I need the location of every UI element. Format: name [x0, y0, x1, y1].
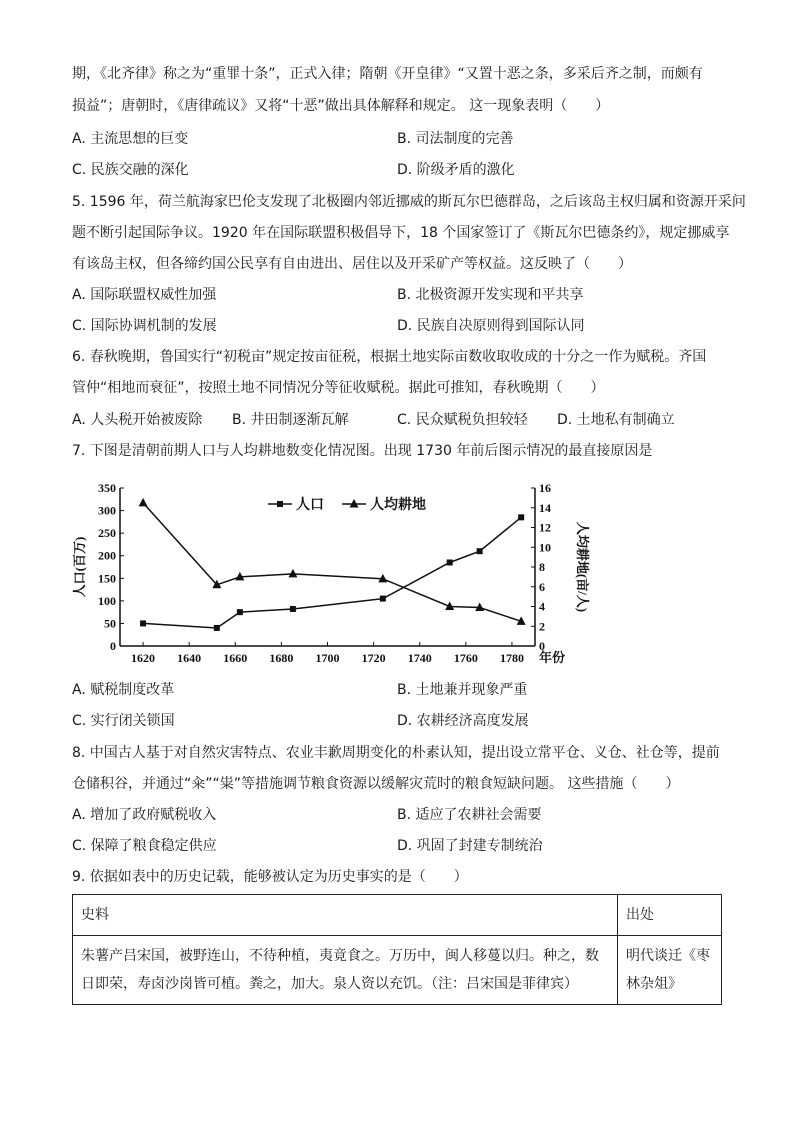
- q8-option-d[interactable]: D. 巩固了封建专制统治: [397, 838, 543, 854]
- population-point: [214, 625, 220, 631]
- farmland-point: [139, 498, 148, 507]
- x-tick-label: 1640: [177, 651, 202, 665]
- y2-tick-label: 10: [539, 540, 551, 555]
- x-tick-label: 1720: [361, 651, 386, 665]
- q4-stem-line-2: 损益”；唐朝时，《唐律疏议》又将“十恶”做出具体解释和规定。 这一现象表明（ ）: [72, 98, 610, 114]
- x-tick-label: 1780: [499, 651, 524, 665]
- chart-canvas: [70, 478, 590, 668]
- header-cell-origin: 出处: [618, 895, 722, 936]
- q5-stem-line-2: 题不断引起国际争议。1920 年在国际联盟积极倡导下，18 个国家签订了《斯瓦尔巴德条约》，规定挪威享: [72, 225, 730, 241]
- q8-stem-line-2: 仓储积谷，并通过“籴”“粜”等措施调节粮食资源以缓解灾荒时的粮食短缺问题。 这些措施（ ）: [72, 776, 680, 792]
- population-farmland-chart: [70, 478, 590, 668]
- y2-tick-label: 6: [539, 579, 545, 594]
- source-table: [72, 894, 722, 1005]
- legend-marker-population: [277, 501, 283, 507]
- table-row: [73, 936, 722, 1005]
- q4-option-c[interactable]: C. 民族交融的深化: [72, 162, 189, 178]
- q4-option-a[interactable]: A. 主流思想的巨变: [72, 131, 189, 147]
- q5-stem-line-1: 5. 1596 年，荷兰航海家巴伦支发现了北极圈内邻近挪威的斯瓦尔巴德群岛，之后该岛主权归属和资源开采问: [72, 194, 746, 210]
- y-tick-label: 350: [98, 481, 116, 495]
- q6-stem-line-1: 6. 春秋晚期，鲁国实行“初税亩”规定按亩征税，根据土地实际亩数收取收成的十分之一作为赋税。齐国: [72, 349, 707, 365]
- y-tick-label: 200: [98, 548, 116, 563]
- q8-stem-line-1: 8. 中国古人基于对自然灾害特点、农业丰歉周期变化的朴素认知，提出设立常平仓、义仓、社仓等，提前: [72, 745, 720, 761]
- y2-axis-title: 人均耕地(亩/人): [575, 521, 590, 613]
- q6-option-a[interactable]: A. 人头税开始被废除: [72, 412, 203, 428]
- source-text-line-1: 朱薯产吕宋国，被野连山，不待种植，夷竟食之。万历中，闽人移蔓以归。种之，数: [81, 948, 599, 964]
- q8-option-b[interactable]: B. 适应了农耕社会需要: [397, 807, 542, 823]
- series-line-farmland: [143, 503, 521, 622]
- legend-label-population: 人口: [296, 498, 324, 513]
- y2-tick-label: 16: [539, 481, 551, 495]
- population-point: [290, 606, 296, 612]
- source-origin-cell: [618, 936, 722, 1005]
- farmland-point: [288, 569, 297, 578]
- q7-option-b[interactable]: B. 土地兼并现象严重: [397, 682, 528, 698]
- q7-option-a[interactable]: A. 赋税制度改革: [72, 682, 175, 698]
- q5-option-b[interactable]: B. 北极资源开发实现和平共享: [397, 287, 584, 303]
- y-tick-label: 0: [110, 639, 116, 653]
- population-point: [380, 596, 386, 602]
- population-point: [447, 559, 453, 565]
- x-tick-label: 1620: [131, 651, 156, 665]
- y-tick-label: 250: [98, 526, 116, 541]
- q4-stem-line-1: 期，《北齐律》称之为“重罪十条”，正式入律；隋朝《开皇律》“又置十恶之条，多采后齐之制，而颇有: [72, 66, 703, 82]
- q4-option-d[interactable]: D. 阶级矛盾的激化: [397, 162, 515, 178]
- y-tick-label: 300: [98, 503, 116, 518]
- x-tick-label: 1680: [269, 651, 294, 665]
- source-text-line-2: 日即荣，寿卤沙岗皆可植。粪之，加大。泉人资以充饥。（注：吕宋国是菲律宾）: [81, 976, 578, 992]
- q5-stem-line-3: 有该岛主权，但各缔约国公民享有自由进出、居住以及开采矿产等权益。这反映了（ ）: [72, 256, 632, 272]
- y2-tick-label: 2: [539, 619, 545, 634]
- q5-option-c[interactable]: C. 国际协调机制的发展: [72, 318, 217, 334]
- q7-stem-line-1: 7. 下图是清朝前期人口与人均耕地数变化情况图。出现 1730 年前后图示情况的最直接原因是: [72, 443, 653, 459]
- population-point: [237, 609, 243, 615]
- q6-option-b[interactable]: B. 井田制逐渐瓦解: [232, 412, 349, 428]
- x-tick-label: 1760: [453, 651, 478, 665]
- x-tick-label: 1740: [407, 651, 432, 665]
- x-axis-unit: 年份: [539, 650, 566, 665]
- q8-option-c[interactable]: C. 保障了粮食稳定供应: [72, 838, 217, 854]
- y-axis-title: 人口(百万): [72, 536, 87, 598]
- q8-option-a[interactable]: A. 增加了政府赋税收入: [72, 807, 217, 823]
- q7-option-d[interactable]: D. 农耕经济高度发展: [397, 713, 529, 729]
- y2-tick-label: 12: [539, 520, 551, 535]
- y-tick-label: 100: [98, 593, 116, 608]
- y-tick-label: 150: [98, 571, 116, 586]
- x-tick-label: 1700: [315, 651, 340, 665]
- q5-option-d[interactable]: D. 民族自决原则得到国际认同: [397, 318, 585, 334]
- q6-stem-line-2: 管仲“相地而衰征”，按照土地不同情况分等征收赋税。据此可推知，春秋晚期（ ）: [72, 380, 605, 396]
- y2-tick-label: 0: [539, 639, 545, 653]
- q6-option-d[interactable]: D. 土地私有制确立: [557, 412, 675, 428]
- q5-option-a[interactable]: A. 国际联盟权威性加强: [72, 287, 217, 303]
- source-origin-line-2: 林杂俎》: [626, 976, 682, 992]
- header-cell-source: 史料: [73, 895, 618, 936]
- x-tick-label: 1660: [223, 651, 248, 665]
- q4-option-b[interactable]: B. 司法制度的完善: [397, 131, 514, 147]
- y2-tick-label: 14: [539, 500, 551, 515]
- y-tick-label: 50: [104, 616, 116, 631]
- q6-option-c[interactable]: C. 民众赋税负担较轻: [397, 412, 528, 428]
- source-origin-line-1: 明代谈迁《枣: [626, 948, 710, 964]
- source-text-cell: [73, 936, 618, 1005]
- legend-label-farmland: 人均耕地: [370, 498, 426, 513]
- table-header-row: [73, 895, 722, 936]
- q9-stem-line-1: 9. 依据如表中的历史记载，能够被认定为历史事实的是（ ）: [72, 869, 468, 885]
- q7-option-c[interactable]: C. 实行闭关锁国: [72, 713, 175, 729]
- population-point: [140, 620, 146, 626]
- population-point: [518, 514, 524, 520]
- population-point: [477, 548, 483, 554]
- y2-tick-label: 4: [539, 599, 545, 614]
- series-line-population: [143, 517, 521, 628]
- y2-tick-label: 8: [539, 560, 545, 574]
